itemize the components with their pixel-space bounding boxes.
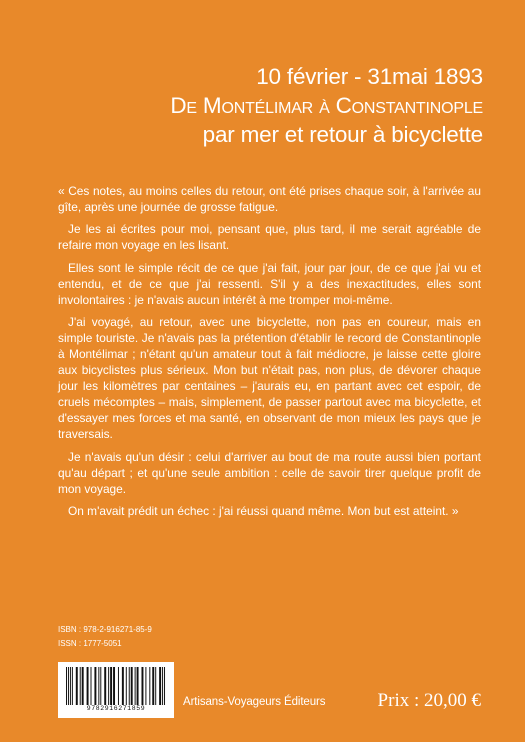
dates-line: 10 février - 31mai 1893: [256, 64, 483, 89]
quote-paragraph-2: Je les ai écrites pour moi, pensant que, plus tard, il me serait agréable de refaire mon voyage en les lisant.: [58, 222, 481, 253]
quote-text: [58, 183, 481, 525]
subtitle-line: par mer et retour à bicyclette: [202, 122, 483, 147]
identifiers: [58, 623, 152, 651]
publisher-name: Artisans-Voyageurs Éditeurs: [183, 696, 326, 708]
quote-paragraph-1: « Ces notes, au moins celles du retour, ont été prises chaque soir, à l'arrivée au gîte, après une journée de grosse fatigue.: [58, 184, 481, 214]
issn-number: ISSN : 1777-5051: [58, 639, 122, 648]
route-title: De Montélimar à Constantinople: [170, 93, 483, 118]
barcode-digits: 9782916271859: [86, 705, 146, 712]
quote-paragraph-3: Elles sont le simple récit de ce que j'ai fait, jour par jour, de ce que j'ai vu et entendu, et de ce que j'ai ressenti. S'il y a des inexactitudes, elles sont involontaires : je n'avais aucun intérêt à me tromper moi-même.: [58, 260, 481, 307]
barcode: [58, 662, 174, 718]
quote-paragraph-6: On m'avait prédit un échec : j'ai réussi quand même. Mon but est atteint. »: [68, 503, 459, 518]
quote-paragraph-4: J'ai voyagé, au retour, avec une bicyclette, non pas en coureur, mais en simple touriste. Je n'avais pas la prétention d'établir le record de Constantinople à Montélimar ; n'étant qu'un amateur tout à fait médiocre, je laisse cette gloire aux bicyclistes plus sérieux. Mon but n'était pas, non plus, de dévorer chaque jour les kilomètres par centaines – j'aurais eu, en partant avec cet espoir, de cruels mécomptes – mais, simplement, de passer partout avec ma bicyclette, et d'essayer mes forces et ma santé, en observant de mon mieux les pays que je traversais.: [58, 315, 481, 442]
barcode-bars-icon: [64, 667, 168, 705]
price: Prix : 20,00 €: [377, 690, 481, 711]
isbn-number: ISBN : 978-2-916271-85-9: [58, 625, 152, 634]
quote-paragraph-5: Je n'avais qu'un désir : celui d'arriver au bout de ma route aussi bien portant qu'au départ ; et qu'une seule ambition : celle de savoir tirer quelque profit de mon voyage.: [58, 449, 481, 496]
cover-header: [40, 62, 483, 149]
